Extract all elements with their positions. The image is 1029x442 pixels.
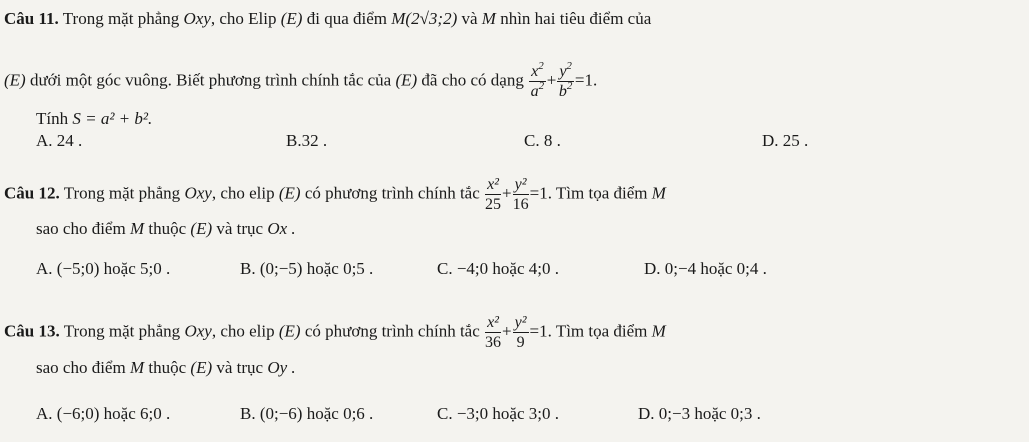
axis-symbol: Ox . (267, 219, 296, 238)
question-11-line-1 (4, 8, 651, 30)
option-d[interactable]: D. 25 . (762, 131, 809, 150)
m-symbol: M (129, 358, 145, 377)
text: Trong mặt phẳng (63, 321, 181, 341)
option-b[interactable]: B. (0;−6) hoặc 0;6 . (240, 404, 374, 423)
option-d[interactable]: D. 0;−4 hoặc 0;4 . (644, 259, 767, 278)
ellipse-symbol: (E) (278, 321, 301, 341)
option-b[interactable]: B.32 . (286, 131, 328, 150)
fraction-x2-a2: $\frac{x^2}{a^2}$ (530, 60, 545, 100)
text: Trong mặt phẳng (62, 9, 180, 28)
m-symbol: M (651, 321, 666, 341)
oxy-symbol: Oxy (183, 9, 211, 28)
ellipse-symbol: (E) (4, 70, 26, 90)
text: và trục (216, 358, 264, 377)
text: , cho Elip (210, 9, 277, 28)
text: và trục (216, 219, 264, 238)
text: và (461, 9, 478, 28)
m-symbol: M (481, 9, 496, 28)
question-13-label: Câu 13. (4, 321, 60, 341)
fraction-y2-b2: $\frac{y^2}{b^2}$ (558, 60, 573, 100)
option-c[interactable]: C. −3;0 hoặc 3;0 . (437, 404, 559, 423)
text: , cho elip (211, 183, 275, 203)
text: nhìn hai tiêu điểm của (500, 9, 652, 28)
denominator: 36 (485, 334, 502, 351)
question-12-line-1: Câu 12. Trong mặt phẳng Oxy, cho elip (E) có phương trình chính tắc $\frac{\text{x²}}{25}$ + $\frac{\text{y²}}{16}$ =1. Tìm tọa điểm M (4, 176, 666, 213)
numerator: x² (485, 175, 501, 195)
equation-end: =1. (574, 70, 598, 90)
text: sao cho điểm (36, 219, 126, 238)
text: có phương trình chính tắc (304, 183, 480, 203)
equation-end: =1 (529, 321, 548, 341)
ellipse-symbol: (E) (280, 9, 303, 28)
question-11-line-2: (E) dưới một góc vuông. Biết phương trình chính tắc của (E) đã cho có dạng $\frac{x^2}{a^2}$ + $\frac{y^2}{b^2}$ =1. (4, 60, 598, 100)
option-d[interactable]: D. 0;−3 hoặc 0;3 . (638, 404, 761, 423)
question-12-label: Câu 12. (4, 183, 60, 203)
text: đi qua điểm (306, 9, 387, 28)
equation-end: =1 (529, 183, 548, 203)
ellipse-symbol: (E) (190, 219, 213, 238)
oxy-symbol: Oxy (184, 321, 212, 341)
numerator: x² (485, 313, 501, 333)
text: . Tìm tọa điểm (547, 321, 648, 341)
text: thuộc (148, 358, 187, 377)
text: Trong mặt phẳng (63, 183, 181, 203)
text: Tính (36, 109, 69, 128)
m-symbol: M (129, 219, 145, 238)
text: , cho elip (211, 321, 275, 341)
numerator: y² (513, 175, 529, 195)
option-c[interactable]: C. 8 . (524, 131, 561, 150)
fraction-y2 (513, 175, 529, 214)
denominator: 9 (516, 334, 525, 351)
question-13-line-1: Câu 13. Trong mặt phẳng Oxy, cho elip (E) có phương trình chính tắc $\frac{\text{x²}}{36}$ + $\frac{\text{y²}}{9}$ =1. Tìm tọa điểm M (4, 314, 666, 351)
ellipse-symbol: (E) (190, 358, 213, 377)
fraction-x2 (485, 175, 501, 214)
point-m: M(2√3;2) (391, 9, 458, 28)
question-11-line-3 (36, 108, 152, 130)
text: dưới một góc vuông. Biết phương trình chính tắc của (29, 70, 392, 90)
numerator: y² (514, 314, 527, 331)
option-b[interactable]: B. (0;−5) hoặc 0;5 . (240, 259, 374, 278)
ellipse-symbol: (E) (278, 183, 301, 203)
fraction-x2 (485, 313, 501, 352)
s-expression: S = a² + b². (72, 109, 153, 128)
text: có phương trình chính tắc (304, 321, 480, 341)
fraction-y2 (513, 313, 529, 352)
option-c[interactable]: C. −4;0 hoặc 4;0 . (437, 259, 559, 278)
m-symbol: M (651, 183, 666, 203)
text: . Tìm tọa điểm (547, 183, 648, 203)
question-13-line-2 (36, 357, 296, 379)
denominator: 16 (512, 196, 529, 213)
option-a[interactable]: A. (−6;0) hoặc 6;0 . (36, 404, 171, 423)
option-a[interactable]: A. (−5;0) hoặc 5;0 . (36, 259, 171, 278)
question-11-label: Câu 11. (4, 9, 59, 28)
text: đã cho có dạng (421, 70, 524, 90)
ellipse-symbol: (E) (395, 70, 418, 90)
text: thuộc (148, 219, 187, 238)
text: sao cho điểm (36, 358, 126, 377)
option-a[interactable]: A. 24 . (36, 131, 83, 150)
denominator: 25 (485, 196, 502, 213)
oxy-symbol: Oxy (184, 183, 212, 203)
question-12-line-2 (36, 218, 296, 240)
axis-symbol: Oy . (267, 358, 296, 377)
